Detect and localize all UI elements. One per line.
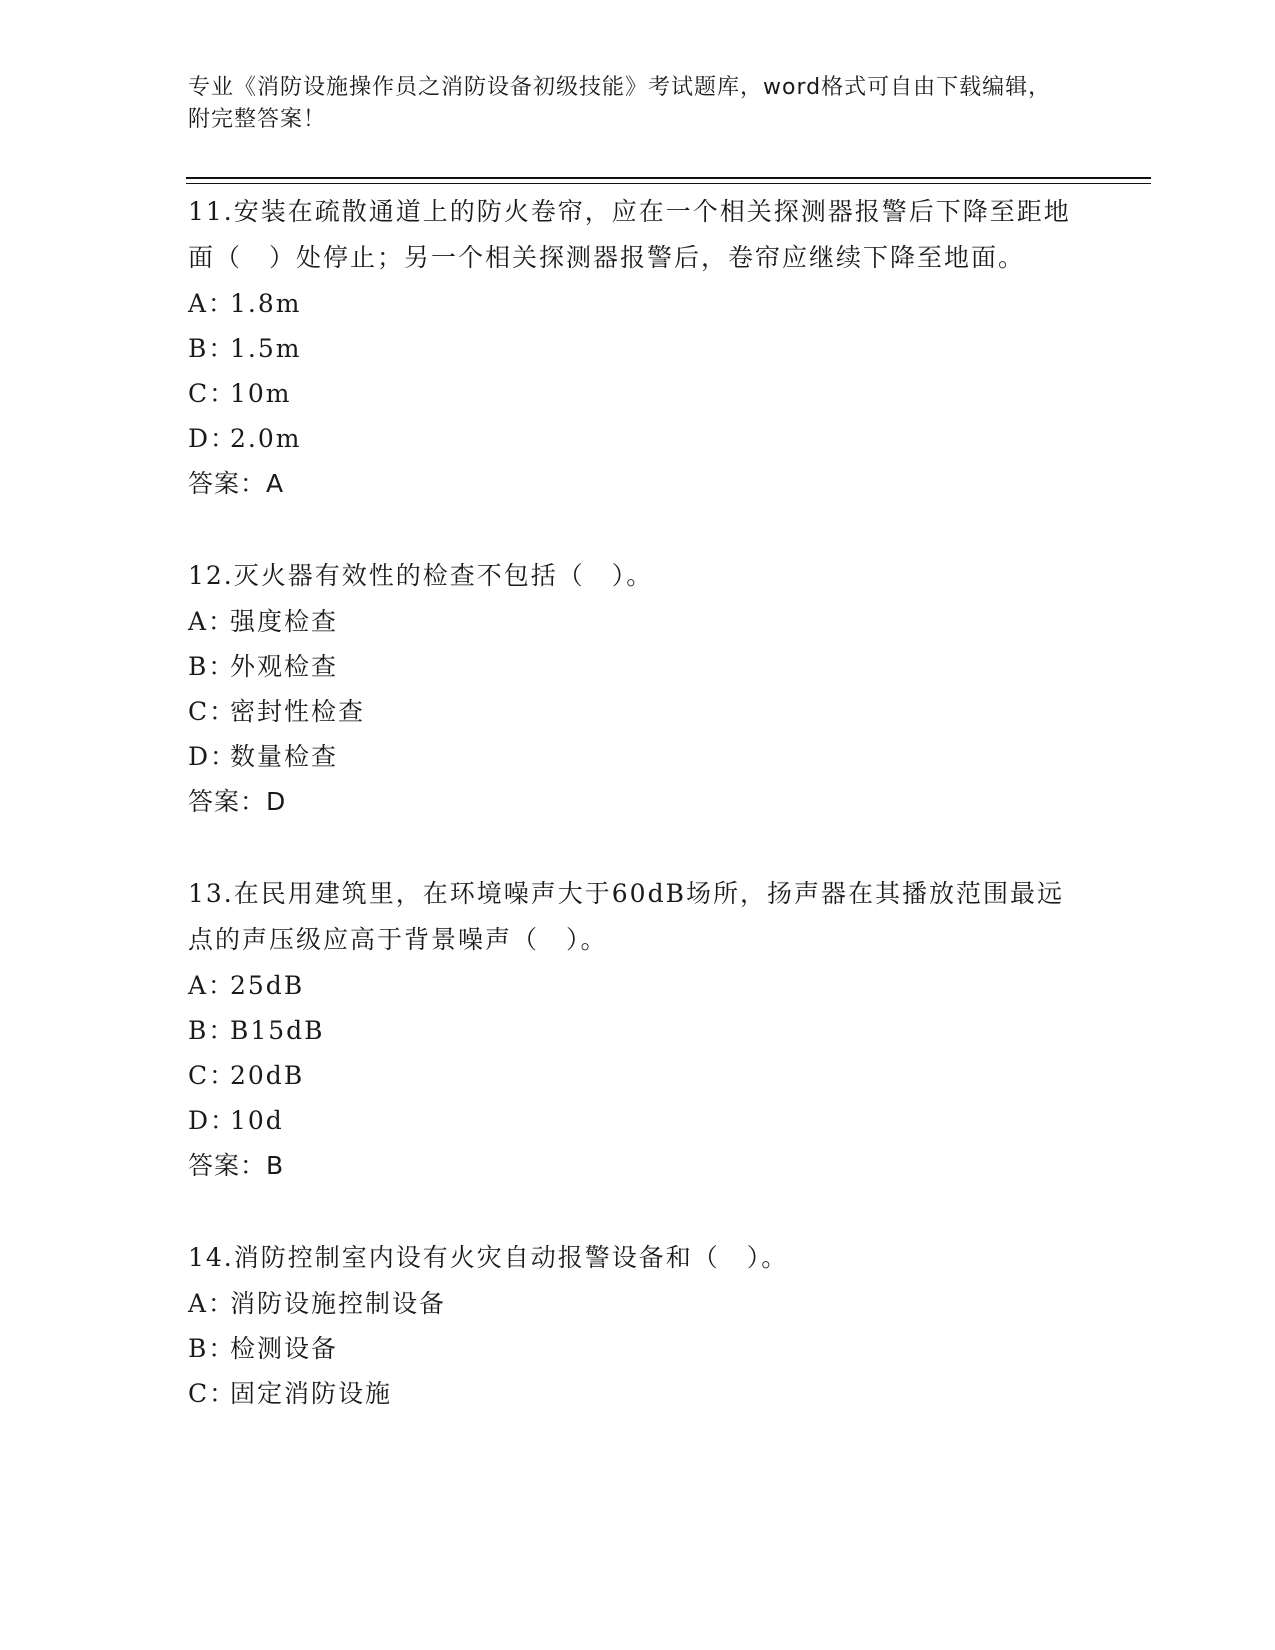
option-text: 25dB bbox=[230, 971, 305, 1000]
option-text: 数量检查 bbox=[230, 742, 339, 771]
option-letter: D： bbox=[188, 1106, 238, 1135]
option-a bbox=[188, 281, 1088, 326]
option-letter: D： bbox=[188, 424, 238, 453]
option-c bbox=[188, 371, 1088, 416]
option-letter: B： bbox=[188, 1334, 236, 1363]
option-text: 2.0m bbox=[230, 424, 302, 453]
question-item bbox=[188, 189, 1088, 507]
question-stem: 12.灭火器有效性的检查不包括（ ）。 bbox=[188, 561, 654, 590]
option-text: 密封性检查 bbox=[230, 697, 366, 726]
question-list bbox=[188, 189, 1088, 1462]
option-text: 10m bbox=[230, 379, 292, 408]
option-text: 1.8m bbox=[230, 289, 302, 318]
answer-line: 答案：D bbox=[188, 787, 287, 816]
option-c bbox=[188, 1371, 1088, 1416]
option-text: 强度检查 bbox=[230, 607, 339, 636]
option-d bbox=[188, 1098, 1088, 1143]
option-b bbox=[188, 1326, 1088, 1371]
option-d bbox=[188, 416, 1088, 461]
option-b bbox=[188, 1008, 1088, 1053]
option-letter: B： bbox=[188, 1016, 236, 1045]
option-c bbox=[188, 689, 1088, 734]
option-text: B15dB bbox=[230, 1016, 325, 1045]
option-b bbox=[188, 644, 1088, 689]
option-d bbox=[188, 734, 1088, 779]
option-letter: C： bbox=[188, 379, 237, 408]
option-letter: D： bbox=[188, 742, 238, 771]
question-stem: 11.安装在疏散通道上的防火卷帘，应在一个相关探测器报警后下降至距地面（ ）处停止；另一个相关探测器报警后，卷帘应继续下降至地面。 bbox=[188, 197, 1071, 272]
option-letter: B： bbox=[188, 652, 236, 681]
option-c bbox=[188, 1053, 1088, 1098]
option-b bbox=[188, 326, 1088, 371]
option-text: 20dB bbox=[230, 1061, 305, 1090]
option-a bbox=[188, 599, 1088, 644]
option-letter: C： bbox=[188, 1061, 237, 1090]
option-a bbox=[188, 1281, 1088, 1326]
option-text: 检测设备 bbox=[230, 1334, 339, 1363]
document-intro: 专业《消防设施操作员之消防设备初级技能》考试题库，word格式可自由下载编辑，附完整答案！ bbox=[188, 75, 1052, 132]
answer-line: 答案：B bbox=[188, 1151, 285, 1180]
option-letter: A： bbox=[188, 289, 236, 318]
option-letter: B： bbox=[188, 334, 236, 363]
header-divider-thick bbox=[186, 177, 1151, 179]
option-letter: C： bbox=[188, 1379, 237, 1408]
question-stem: 13.在民用建筑里，在环境噪声大于60dB场所，扬声器在其播放范围最远点的声压级应高于背景噪声（ ）。 bbox=[188, 879, 1064, 954]
question-stem: 14.消防控制室内设有火灾自动报警设备和（ ）。 bbox=[188, 1243, 789, 1272]
option-letter: C： bbox=[188, 697, 237, 726]
option-letter: A： bbox=[188, 971, 236, 1000]
question-item bbox=[188, 553, 1088, 825]
option-text: 1.5m bbox=[230, 334, 302, 363]
option-text: 10d bbox=[230, 1106, 284, 1135]
option-letter: A： bbox=[188, 1289, 236, 1318]
option-text: 消防设施控制设备 bbox=[230, 1289, 447, 1318]
option-text: 外观检查 bbox=[230, 652, 339, 681]
question-item bbox=[188, 1235, 1088, 1416]
option-a bbox=[188, 963, 1088, 1008]
question-item bbox=[188, 871, 1088, 1189]
option-text: 固定消防设施 bbox=[230, 1379, 393, 1408]
header-divider-thin bbox=[186, 183, 1151, 184]
answer-line: 答案：A bbox=[188, 469, 285, 498]
option-letter: A： bbox=[188, 607, 236, 636]
